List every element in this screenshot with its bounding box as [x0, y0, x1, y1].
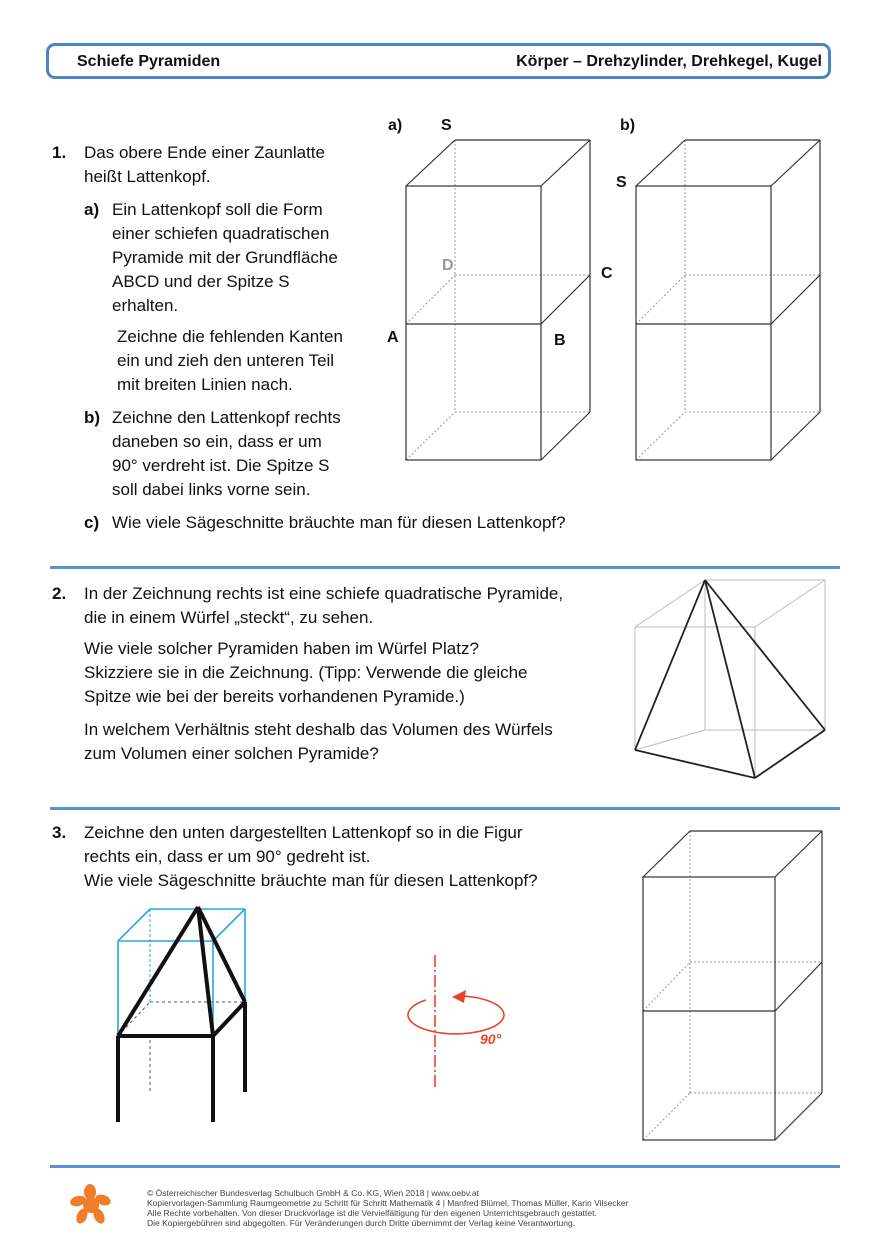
asterisk-logo-icon [70, 1183, 112, 1225]
figure-a-label: a) [388, 117, 403, 134]
task-2-line: Wie viele solcher Pyramiden haben im Würfel Platz? [84, 639, 479, 658]
task-2-line: In der Zeichnung rechts ist eine schiefe quadratische Pyramide, [84, 584, 564, 603]
task-1b-line: soll dabei links vorne sein. [112, 480, 311, 499]
task-2-number: 2. [52, 584, 67, 603]
task-1a-instruction: Zeichne die fehlenden Kanten [117, 327, 343, 346]
task-3-number: 3. [52, 823, 67, 842]
figure-b-label: b) [620, 117, 636, 134]
task-3-line: rechts ein, dass er um 90° gedreht ist. [84, 847, 371, 866]
chapter-title: Körper – Drehzylinder, Drehkegel, Kugel [516, 53, 822, 70]
task-1b-line: 90° verdreht ist. Die Spitze S [112, 456, 330, 475]
footer-line: Die Kopiergebühren sind abgegolten. Für Veränderungen durch Dritte übernimmt der Verlag keine Verantwortung. [147, 1218, 576, 1228]
task-2-line: In welchem Verhältnis steht deshalb das Volumen des Würfels [84, 720, 553, 739]
task-2-line: zum Volumen einer solchen Pyramide? [84, 744, 379, 763]
task-1b-line: daneben so ein, dass er um [112, 432, 322, 451]
task-2-line: Skizziere sie in die Zeichnung. (Tipp: Verwende die gleiche [84, 663, 528, 682]
task-1-intro-line: Das obere Ende einer Zaunlatte [84, 143, 325, 162]
footer-line: Kopiervorlagen-Sammlung Raumgeometrie zu Schritt für Schritt Mathematik 4 | Manfred Blümel, Thomas Müller, Karin Vilsecker [147, 1198, 629, 1208]
task-1a-line: einer schiefen quadratischen [112, 224, 330, 243]
task-2-line: die in einem Würfel „steckt“, zu sehen. [84, 608, 374, 627]
footer-divider [50, 1165, 840, 1168]
task-1a-line: Pyramide mit der Grundfläche [112, 248, 338, 267]
worksheet-title: Schiefe Pyramiden [77, 53, 221, 70]
task-1a-line: Ein Lattenkopf soll die Form [112, 200, 323, 219]
footer-line: Alle Rechte vorbehalten. Von dieser Druckvorlage ist die Vervielfältigung für den eigenen Unterrichtsgebrauch gestattet. [147, 1208, 597, 1218]
task-1c-label: c) [84, 513, 100, 532]
task-1a-line: erhalten. [112, 296, 179, 315]
rotation-label: 90° [480, 1031, 502, 1047]
task-1a-instruction: ein und zieh den unteren Teil [117, 351, 335, 370]
task-1a-instruction: mit breiten Linien nach. [117, 375, 293, 394]
task-1c-question: Wie viele Sägeschnitte bräuchte man für diesen Lattenkopf? [112, 513, 566, 532]
task-1b-line: Zeichne den Lattenkopf rechts [112, 408, 341, 427]
vertex-S-label: S [441, 117, 452, 134]
task-1-number: 1. [52, 143, 67, 162]
task-3-line: Wie viele Sägeschnitte bräuchte man für diesen Lattenkopf? [84, 871, 538, 890]
vertex-S-label-b: S [616, 174, 627, 191]
task-1a-line: ABCD und der Spitze S [112, 272, 290, 291]
task-3-line: Zeichne den unten dargestellten Lattenkopf so in die Figur [84, 823, 523, 842]
task-1-intro-line: heißt Lattenkopf. [84, 167, 211, 186]
task-1b-label: b) [84, 408, 101, 427]
task-1a-label: a) [84, 200, 100, 219]
footer-line: © Österreichischer Bundesverlag Schulbuch GmbH & Co. KG, Wien 2018 | www.oebv.at [147, 1188, 479, 1198]
vertex-A-label: A [387, 329, 399, 346]
task-2-line: Spitze wie bei der bereits vorhandenen Pyramide.) [84, 687, 465, 706]
vertex-C-label: C [601, 265, 613, 282]
vertex-D-label: D [442, 257, 454, 274]
vertex-B-label: B [554, 332, 566, 349]
